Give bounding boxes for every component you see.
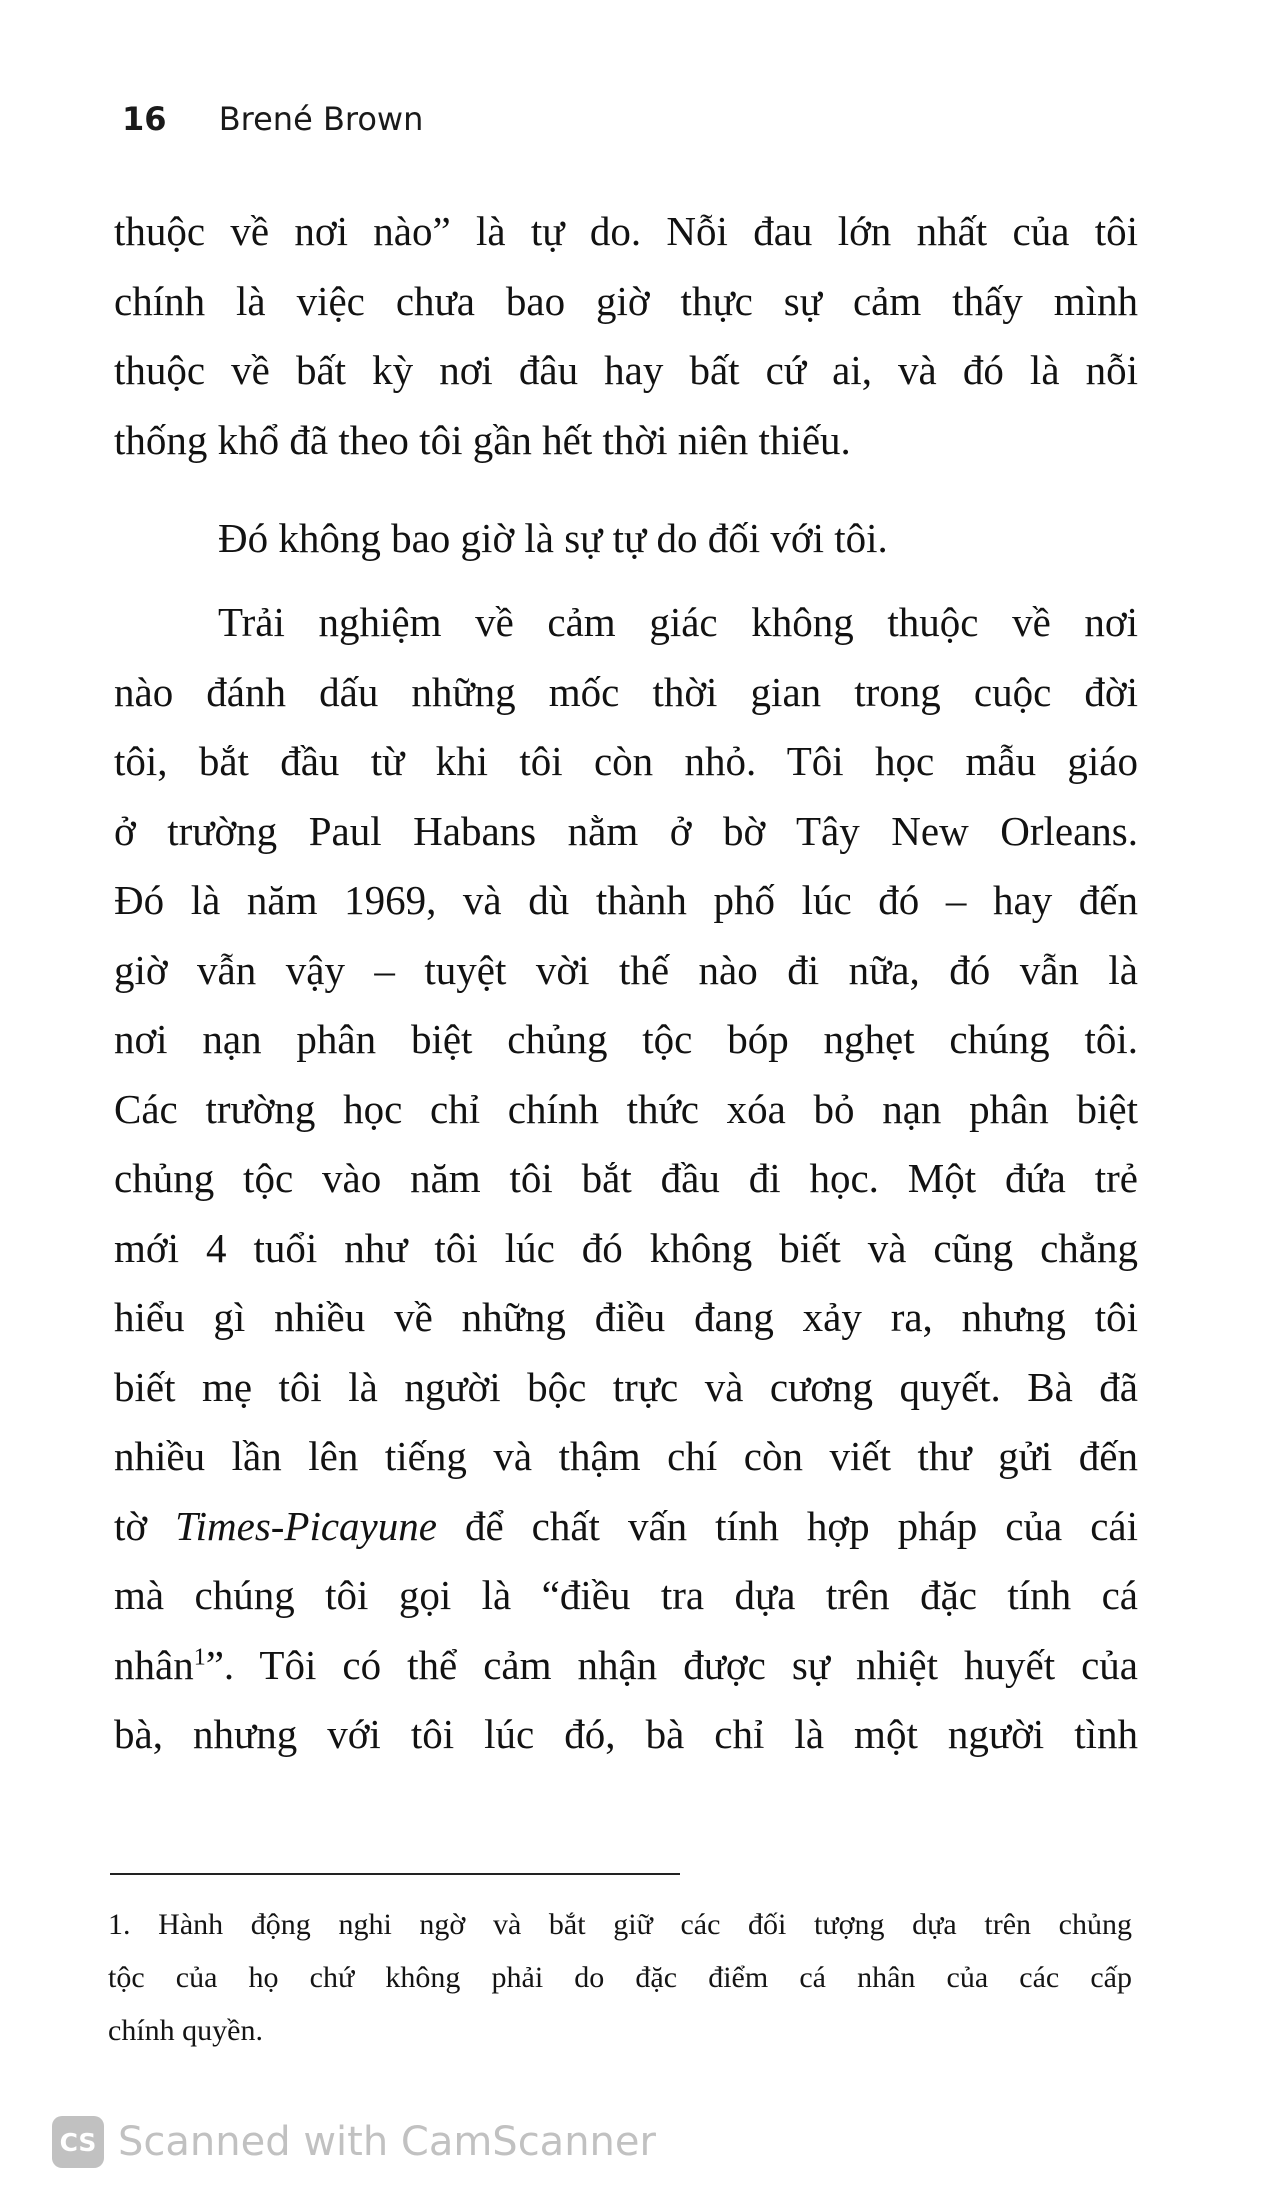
camscanner-logo-icon (52, 2116, 104, 2168)
running-header-author: Brené Brown (218, 100, 424, 138)
camscanner-watermark (52, 2116, 656, 2168)
paragraph-main (114, 588, 1138, 1770)
footnote-marker: 1 (193, 1643, 206, 1670)
text-line: mới 4 tuổi như tôi lúc đó không biết và cũng chẳng (114, 1224, 1138, 1271)
paragraph-continuation (114, 197, 1138, 475)
text-fragment: ”. Tôi có thể cảm nhận được sự nhiệt huyết của (205, 1641, 1138, 1688)
camscanner-logo-text: CS (59, 2128, 97, 2157)
footnote-divider (110, 1873, 680, 1875)
text-fragment: nhân (114, 1641, 194, 1688)
text-line: nào đánh dấu những mốc thời gian trong cuộc đời (114, 668, 1138, 715)
footnote (108, 1898, 1132, 2057)
paragraph-short (114, 504, 1138, 574)
text-line: chính là việc chưa bao giờ thực sự cảm thấy mình (114, 277, 1138, 324)
text-line: thuộc về bất kỳ nơi đâu hay bất cứ ai, và đó là nỗi (114, 347, 1138, 393)
text-line: nhiều lần lên tiếng và thậm chí còn viết thư gửi đến (114, 1433, 1138, 1479)
text-line-with-title (114, 1492, 1138, 1562)
text-line: Các trường học chỉ chính thức xóa bỏ nạn phân biệt (114, 1085, 1138, 1132)
text-line: thống khổ đã theo tôi gần hết thời niên thiếu. (114, 416, 851, 463)
footnote-line: chính quyền. (108, 2014, 263, 2047)
text-line: biết mẹ tôi là người bộc trực và cương quyết. Bà đã (114, 1363, 1138, 1410)
text-line: nơi nạn phân biệt chủng tộc bóp nghẹt chúng tôi. (114, 1016, 1138, 1062)
running-header (122, 100, 423, 138)
text-line: bà, nhưng với tôi lúc đó, bà chỉ là một người tình (114, 1711, 1138, 1757)
text-line: chủng tộc vào năm tôi bắt đầu đi học. Một đứa trẻ (114, 1155, 1138, 1201)
text-line-with-footnote (114, 1631, 1138, 1701)
text-line: mà chúng tôi gọi là “điều tra dựa trên đặc tính cá (114, 1572, 1138, 1618)
text-line: tôi, bắt đầu từ khi tôi còn nhỏ. Tôi học mẫu giáo (114, 738, 1138, 784)
footnote-line: 1. Hành động nghi ngờ và bắt giữ các đối tượng dựa trên chủng (108, 1908, 1132, 1941)
text-line: ở trường Paul Habans nằm ở bờ Tây New Orleans. (114, 807, 1138, 854)
newspaper-title: Times-Picayune (175, 1502, 437, 1549)
text-line: Đó là năm 1969, và dù thành phố lúc đó – hay đến (114, 877, 1138, 923)
text-line: Trải nghiệm về cảm giác không thuộc về nơi (218, 599, 1138, 645)
page-number: 16 (122, 100, 167, 138)
text-fragment: tờ (114, 1502, 176, 1549)
text-fragment: để chất vấn tính hợp pháp của cái (436, 1502, 1138, 1549)
text-line: Đó không bao giờ là sự tự do đối với tôi. (218, 515, 888, 561)
text-line: giờ vẫn vậy – tuyệt vời thế nào đi nữa, đó vẫn là (114, 946, 1138, 993)
watermark-text: Scanned with CamScanner (118, 2119, 656, 2165)
text-line: hiểu gì nhiều về những điều đang xảy ra, nhưng tôi (114, 1294, 1138, 1340)
footnote-line: tộc của họ chứ không phải do đặc điểm cá nhân của các cấp (108, 1961, 1132, 1994)
text-line: thuộc về nơi nào” là tự do. Nỗi đau lớn nhất của tôi (114, 208, 1138, 254)
